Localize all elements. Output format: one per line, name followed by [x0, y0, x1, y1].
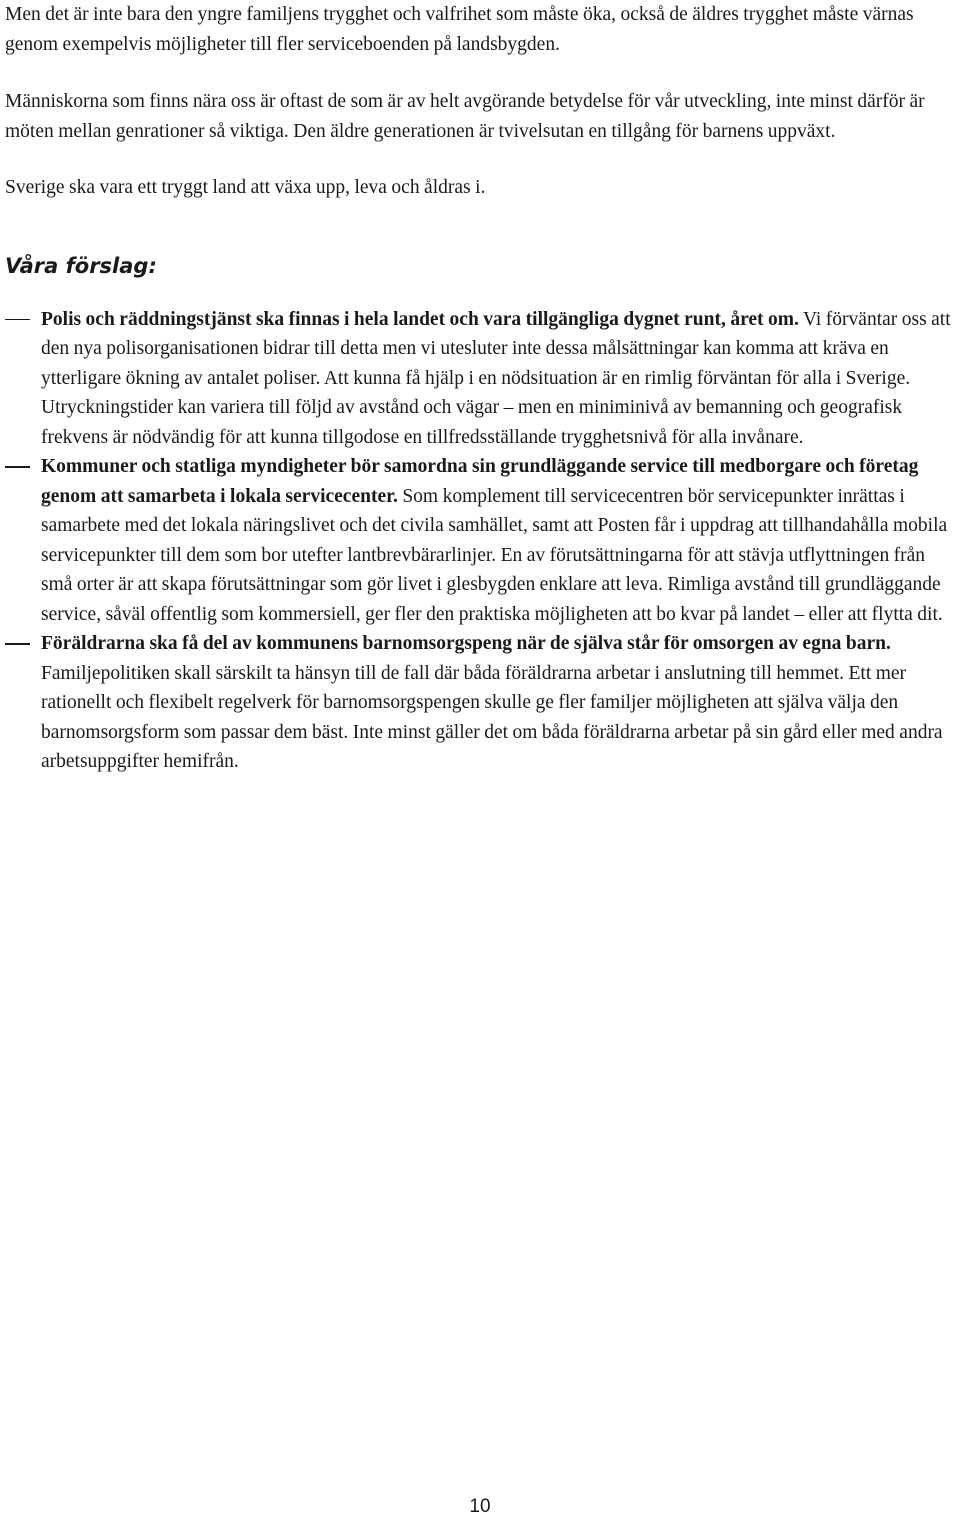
- dash-bullet-icon: [5, 466, 30, 468]
- proposal-list: [5, 305, 957, 777]
- page-number: 10: [469, 1496, 491, 1517]
- proposal-lead: Kommuner och statliga myndigheter bör samordna sin grundläggande service till medborgare och företag genom att samarbeta i lokala servicecenter.: [41, 456, 919, 507]
- section-heading: Våra förslag:: [5, 253, 157, 278]
- proposal-lead: Föräldrarna ska få del av kommunens barnomsorgspeng när de själva står för omsorgen av egna barn.: [41, 633, 891, 654]
- proposal-item-childcare: [5, 629, 957, 777]
- proposal-body: Som komplement till servicecentren bör servicepunkter inrättas i samarbete med det lokala näringslivet och det civila samhället, samt att Posten får i uppdrag att tillhandahålla mobila servicepunkter till dem som bor utefter lantbrevbärarlinjer. En av förutsättningarna för att stävja utflyttningen från små orter är att skapa förutsättningar som gör livet i glesbygden enklare att leva. Rimliga avstånd till grundläggande service, såväl offentlig som kommersiell, ger fler den praktiska möjligheten att bo kvar på landet – eller att flytta dit.: [41, 485, 948, 625]
- proposal-body: Familjepolitiken skall särskilt ta hänsyn till de fall där båda föräldrarna arbetar i anslutning till hemmet. Ett mer rationellt och flexibelt regelverk för barnomsorgspengen skulle ge fler familjer möjligheten att själva välja den barnomsorgsform som passar dem bäst. Inte minst gäller det om båda föräldrarna arbetar på sin gård eller med andra arbetsuppgifter hemifrån.: [41, 662, 943, 772]
- proposal-item-service-center: [5, 452, 957, 629]
- paragraph-safe-country: Sverige ska vara ett tryggt land att växa upp, leva och åldras i.: [5, 177, 486, 198]
- paragraph-elderly-security: Men det är inte bara den yngre familjens trygghet och valfrihet som måste öka, också de äldres trygghet måste värnas genom exempelvis möjligheter till fler serviceboenden på landsbygden.: [5, 4, 914, 55]
- proposal-body: Vi förväntar oss att den nya polisorganisationen bidrar till detta men vi utesluter inte dessa målsättningar kan komma att kräva en ytterligare ökning av antalet poliser. Att kunna få hjälp i en nödsituation är en rimlig förväntan för alla i Sverige. Utryckningstider kan variera till följd av avstånd och vägar – men en miniminivå av bemanning och geografisk frekvens är nödvändig för att kunna tillgodose en tillfredsställande trygghetsnivå för alla invånare.: [41, 308, 951, 448]
- proposal-item-police: [5, 305, 957, 453]
- document-page: [5, 0, 957, 777]
- dash-bullet-icon: [5, 643, 30, 645]
- paragraph-generations: Människorna som finns nära oss är oftast de som är av helt avgörande betydelse för vår utveckling, inte minst därför är möten mellan genrationer så viktiga. Den äldre generationen är tvivelsutan en tillgång för barnens uppväxt.: [5, 91, 925, 142]
- dash-bullet-icon: [5, 319, 30, 321]
- proposal-lead: Polis och räddningstjänst ska finnas i hela landet och vara tillgängliga dygnet runt, året om.: [41, 308, 799, 330]
